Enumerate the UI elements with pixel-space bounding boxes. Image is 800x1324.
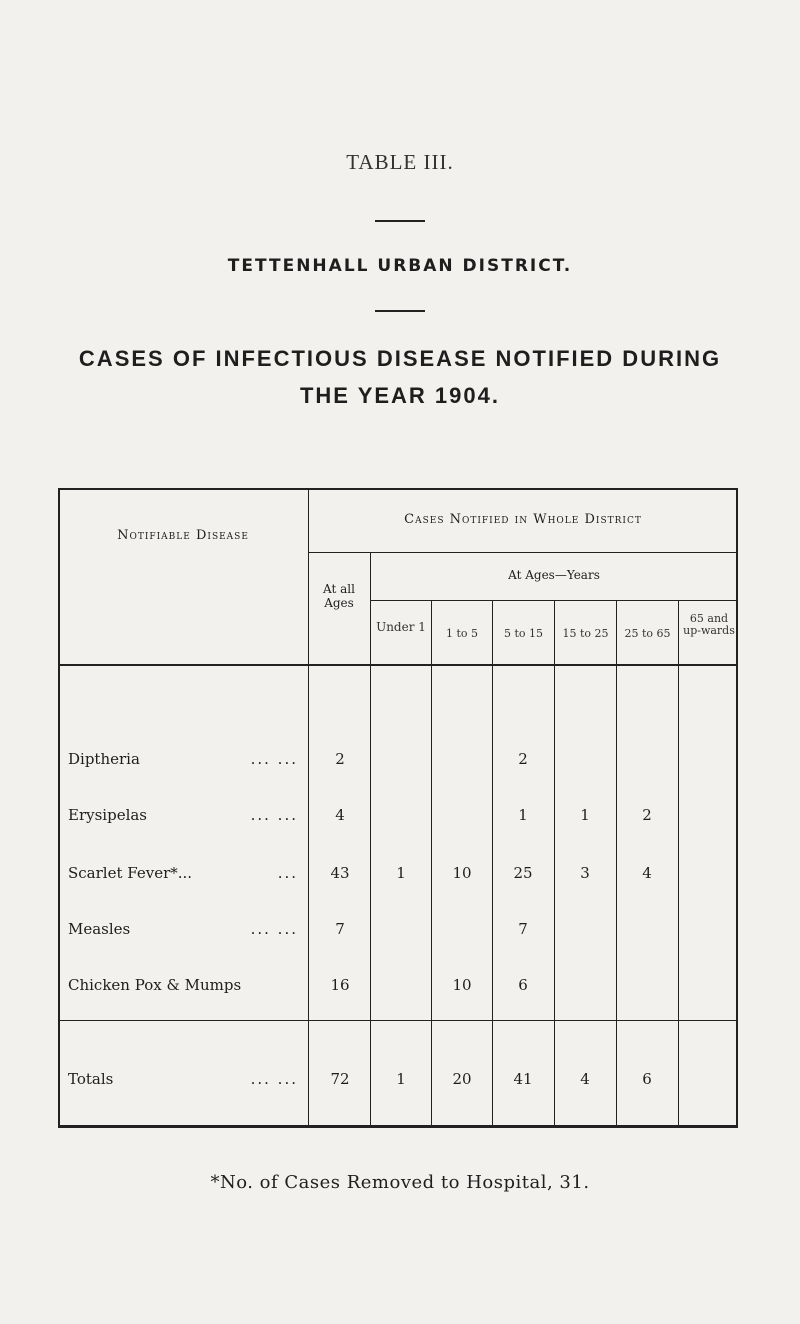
table-row-label: Scarlet Fever*... bbox=[68, 864, 193, 882]
table-border-right bbox=[736, 488, 738, 1128]
cell-age-value: 2 bbox=[518, 750, 528, 768]
cell-age-value: 1 bbox=[518, 806, 528, 824]
leader-dots: ... ... bbox=[250, 920, 298, 938]
leader-dots: ... bbox=[277, 864, 298, 882]
cell-age-value: 6 bbox=[642, 1070, 652, 1088]
column-rule bbox=[308, 488, 309, 1128]
cell-age-value: 25 bbox=[513, 864, 533, 882]
cell-age-value: 20 bbox=[452, 1070, 472, 1088]
cell-all-ages: 43 bbox=[330, 864, 350, 882]
cell-age-value: 4 bbox=[580, 1070, 590, 1088]
cell-age-value: 41 bbox=[513, 1070, 533, 1088]
totals-rule bbox=[58, 1020, 738, 1021]
cell-age-value: 2 bbox=[642, 806, 652, 824]
disease-table bbox=[58, 488, 738, 1128]
cell-all-ages: 7 bbox=[335, 920, 345, 938]
header-age-col: 65 and up-wards bbox=[683, 612, 735, 637]
table-label: TABLE III. bbox=[346, 150, 454, 174]
table-border-top bbox=[58, 488, 738, 490]
cell-all-ages: 16 bbox=[330, 976, 350, 994]
header-at-ages: At Ages—Years bbox=[508, 568, 600, 582]
header-age-col: 15 to 25 bbox=[562, 627, 609, 640]
totals-row-label: Totals bbox=[68, 1070, 114, 1088]
header-all-ages: At all Ages bbox=[323, 582, 355, 610]
cell-all-ages: 2 bbox=[335, 750, 345, 768]
cell-age-value: 3 bbox=[580, 864, 590, 882]
leader-dots: ... ... bbox=[250, 806, 298, 824]
header-rule bbox=[308, 552, 738, 553]
header-cases-notified: Cases Notified in Whole District bbox=[404, 512, 642, 527]
header-age-col: 1 to 5 bbox=[445, 627, 479, 640]
cell-age-value: 10 bbox=[452, 864, 472, 882]
table-row-label: Diptheria bbox=[68, 750, 140, 768]
column-rule bbox=[370, 552, 371, 1128]
cell-all-ages: 72 bbox=[330, 1070, 350, 1088]
leader-dots: ... ... bbox=[250, 750, 298, 768]
cell-age-value: 1 bbox=[580, 806, 590, 824]
table-border-left bbox=[58, 488, 60, 1128]
header-age-col: 25 to 65 bbox=[624, 627, 671, 640]
cell-age-value: 4 bbox=[642, 864, 652, 882]
cell-age-value: 10 bbox=[452, 976, 472, 994]
cell-age-value: 7 bbox=[518, 920, 528, 938]
header-age-col: Under 1 bbox=[376, 620, 426, 634]
leader-dots: ... ... bbox=[250, 1070, 298, 1088]
cell-age-value: 6 bbox=[518, 976, 528, 994]
table-row-label: Measles bbox=[68, 920, 131, 938]
cell-age-value: 1 bbox=[396, 1070, 406, 1088]
table-row-label: Chicken Pox & Mumps bbox=[68, 976, 242, 994]
table-border-bottom bbox=[58, 1125, 738, 1128]
divider-rule bbox=[375, 220, 425, 222]
heading-line-1: CASES OF INFECTIOUS DISEASE NOTIFIED DURING bbox=[78, 346, 722, 371]
cell-all-ages: 4 bbox=[335, 806, 345, 824]
cell-age-value: 1 bbox=[396, 864, 406, 882]
divider-rule bbox=[375, 310, 425, 312]
header-age-col: 5 to 15 bbox=[503, 627, 544, 640]
footnote: *No. of Cases Removed to Hospital, 31. bbox=[210, 1172, 590, 1193]
district-title: TETTENHALL URBAN DISTRICT. bbox=[227, 256, 573, 276]
header-notifiable-disease: Notifiable Disease bbox=[117, 528, 249, 543]
column-rule bbox=[678, 600, 679, 1128]
header-rule bbox=[58, 664, 738, 666]
table-row-label: Erysipelas bbox=[68, 806, 148, 824]
heading-line-2: THE YEAR 1904. bbox=[299, 383, 500, 408]
